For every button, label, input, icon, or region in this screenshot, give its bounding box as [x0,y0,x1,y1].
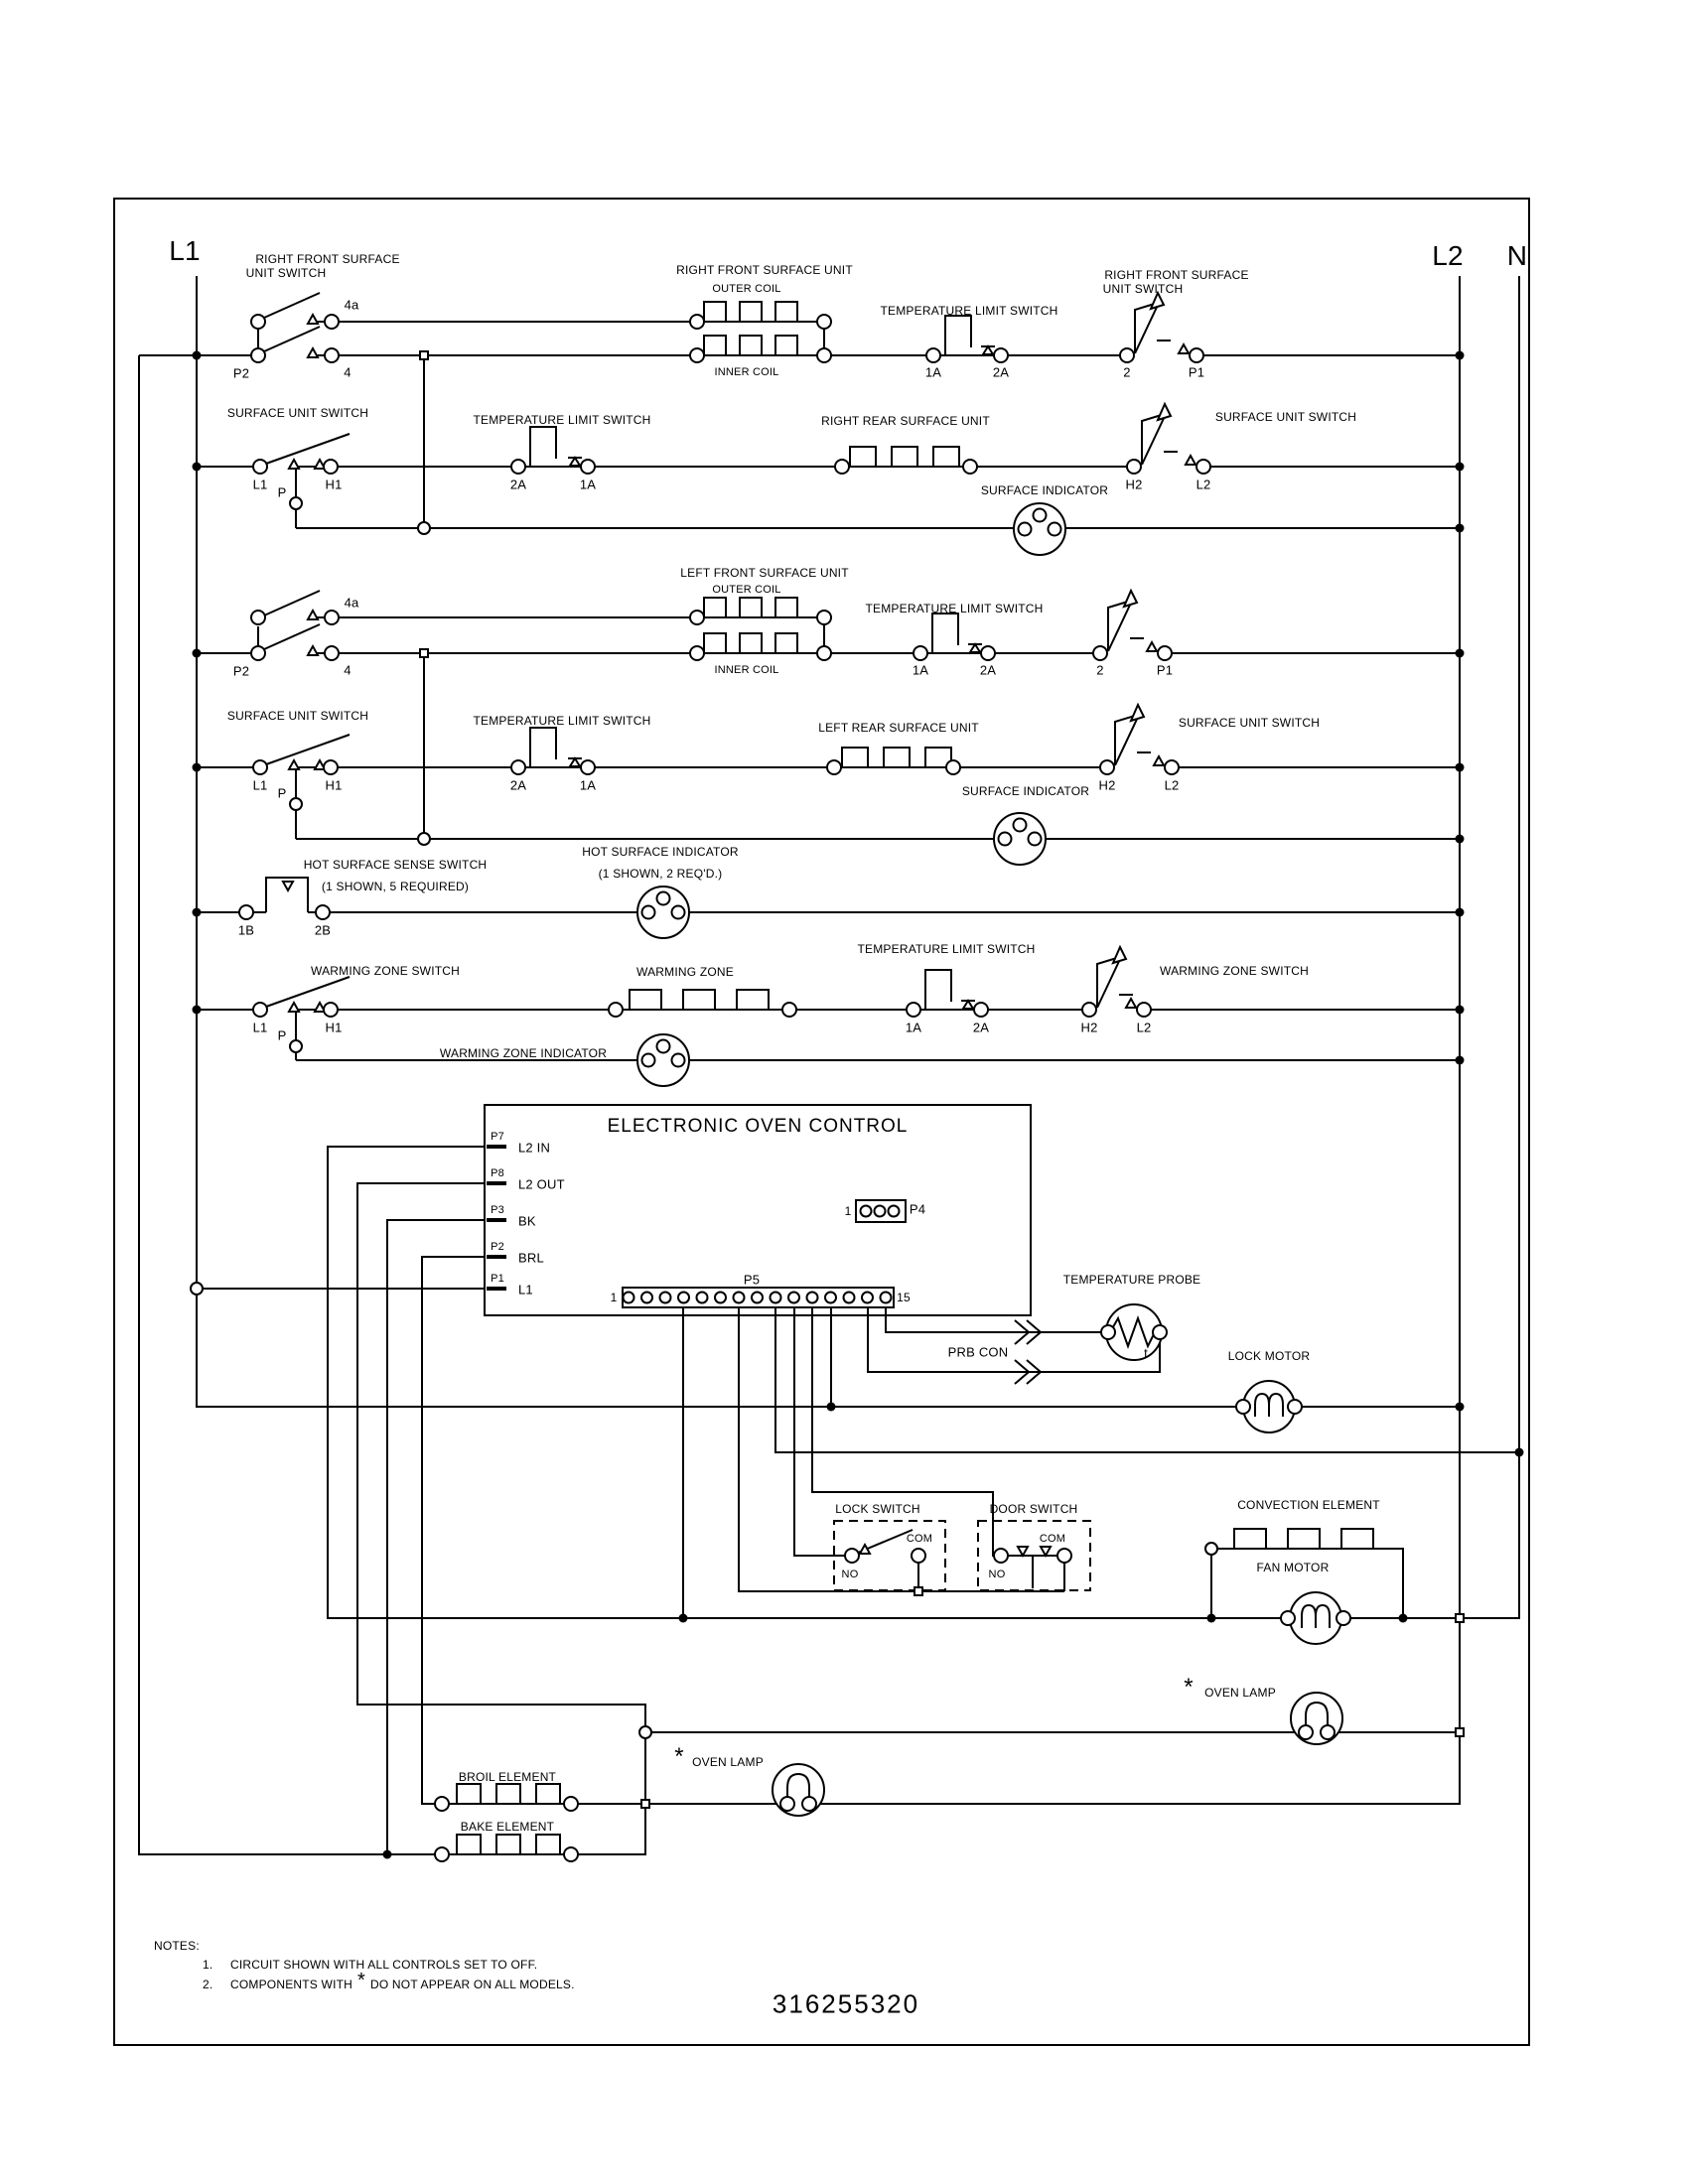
r4-terminal-h2: H2 [1098,777,1116,793]
r3-terminal-2a: 2A [979,662,997,678]
r4-terminal-h1: H1 [325,777,343,793]
r4-unit-label: LEFT REAR SURFACE UNIT [818,721,979,735]
r6-indicator-label: WARMING ZONE INDICATOR [439,1046,608,1060]
r2-indicator-label: SURFACE INDICATOR [980,483,1109,497]
r5-sense-switch-label-2: (1 SHOWN, 5 REQUIRED) [321,880,470,893]
r4-terminal-1a: 1A [579,777,597,793]
r4-terminal-2a: 2A [509,777,527,793]
r1-terminal-2a: 2A [992,364,1010,380]
eoc-terminal-p8-name: L2 OUT [518,1176,565,1192]
door-switch-no-label: NO [988,1569,1006,1580]
note2-text [230,1970,575,1991]
r1-unit-label: RIGHT FRONT SURFACE UNIT [676,263,853,277]
note1-text: CIRCUIT SHOWN WITH ALL CONTROLS SET TO OFF. [230,1958,538,1972]
r2-right-switch-label: SURFACE UNIT SWITCH [1214,410,1357,424]
r3-temp-limit-label: TEMPERATURE LIMIT SWITCH [865,602,1044,615]
r3-terminal-p1: P1 [1156,662,1174,678]
bake-element-label: BAKE ELEMENT [460,1820,555,1834]
r6-right-switch-label: WARMING ZONE SWITCH [1159,964,1310,978]
r3-unit-label: LEFT FRONT SURFACE UNIT [680,566,849,580]
eoc-terminal-p8: P8 [491,1167,504,1179]
r4-temp-limit-label: TEMPERATURE LIMIT SWITCH [473,714,651,728]
r1-terminal-4a: 4a [344,297,359,313]
lock-switch-com-label: COM [906,1533,933,1545]
temperature-probe-label: TEMPERATURE PROBE [1062,1273,1201,1287]
part-number: 316255320 [772,1988,920,2019]
convection-element-label: CONVECTION ELEMENT [1237,1498,1380,1512]
r2-temp-limit-label: TEMPERATURE LIMIT SWITCH [473,413,651,427]
r4-right-switch-label: SURFACE UNIT SWITCH [1178,716,1321,730]
r6-terminal-l2: L2 [1136,1020,1152,1035]
rail-l1-label: L1 [169,235,201,266]
r1-terminal-2: 2 [1123,364,1131,380]
eoc-p4-pin1-label: 1 [844,1204,852,1218]
r2-switch-label: SURFACE UNIT SWITCH [226,406,369,420]
r2-terminal-l2: L2 [1196,477,1211,492]
lock-switch-no-label: NO [841,1569,859,1580]
right-oven-lamp-label: OVEN LAMP [1204,1686,1276,1700]
r4-indicator-label: SURFACE INDICATOR [961,784,1090,798]
r1-right-switch-label-2: UNIT SWITCH [1102,282,1184,296]
r3-terminal-1a: 1A [912,662,929,678]
r3-outer-coil-label: OUTER COIL [712,584,781,596]
rail-n-label: N [1506,240,1528,271]
eoc-title: ELECTRONIC OVEN CONTROL [607,1116,909,1137]
r2-terminal-h2: H2 [1125,477,1143,492]
r6-terminal-l1: L1 [252,1020,268,1035]
lock-switch-label: LOCK SWITCH [835,1502,920,1516]
eoc-terminal-p7: P7 [491,1131,504,1143]
r2-unit-label: RIGHT REAR SURFACE UNIT [821,414,990,428]
r3-terminal-p2: P2 [232,663,250,679]
eoc-terminal-p3: P3 [491,1204,504,1216]
lock-motor-label: LOCK MOTOR [1227,1349,1311,1363]
r5-terminal-2b: 2B [314,922,332,938]
r6-terminal-h2: H2 [1080,1020,1098,1035]
r6-zone-label: WARMING ZONE [636,965,734,979]
note2-number: 2. [203,1978,213,1991]
r6-terminal-p: P [277,1027,287,1043]
prb-con-label: PRB CON [947,1344,1009,1360]
center-oven-lamp-label: OVEN LAMP [692,1755,764,1769]
note2-text-pre: COMPONENTS WITH [230,1978,352,1991]
r1-switch-label-2: UNIT SWITCH [245,266,327,280]
r1-switch-label-1: RIGHT FRONT SURFACE [255,252,400,266]
r1-temp-limit-label: TEMPERATURE LIMIT SWITCH [880,304,1058,318]
r1-terminal-p1: P1 [1188,364,1205,380]
r4-terminal-l2: L2 [1164,777,1180,793]
r6-terminal-1a: 1A [905,1020,922,1035]
broil-element-label: BROIL ELEMENT [458,1770,557,1784]
door-switch-com-label: COM [1039,1533,1066,1545]
eoc-p4-label: P4 [909,1201,926,1217]
rail-l2-label: L2 [1432,240,1464,271]
fan-motor-label: FAN MOTOR [1256,1561,1330,1574]
r6-switch-label: WARMING ZONE SWITCH [310,964,461,978]
r5-terminal-1b: 1B [237,922,255,938]
r1-inner-coil-label: INNER COIL [714,366,779,378]
eoc-terminal-p1-name: L1 [518,1282,533,1297]
r5-sense-switch-label-1: HOT SURFACE SENSE SWITCH [303,858,488,872]
r3-terminal-4a: 4a [344,595,359,611]
r2-terminal-h1: H1 [325,477,343,492]
eoc-terminal-p1: P1 [491,1273,504,1285]
r1-terminal-p2: P2 [232,365,250,381]
r3-terminal-4: 4 [344,662,352,678]
note1-number: 1. [203,1958,213,1972]
r2-terminal-p: P [277,484,287,500]
r6-terminal-h1: H1 [325,1020,343,1035]
r6-terminal-2a: 2A [972,1020,990,1035]
r2-terminal-2a: 2A [509,477,527,492]
r4-terminal-l1: L1 [252,777,268,793]
r1-terminal-1a: 1A [924,364,942,380]
note2-text-post: DO NOT APPEAR ON ALL MODELS. [369,1978,575,1991]
notes-header: NOTES: [154,1939,200,1953]
door-switch-label: DOOR SWITCH [989,1502,1078,1516]
r1-terminal-4: 4 [344,364,352,380]
eoc-p5-pin15-label: 15 [897,1291,911,1304]
r4-terminal-p: P [277,785,287,801]
r4-switch-label: SURFACE UNIT SWITCH [226,709,369,723]
eoc-terminal-p2-name: BRL [518,1250,544,1266]
r1-right-switch-label-1: RIGHT FRONT SURFACE [1104,268,1249,282]
right-oven-lamp-asterisk: * [1184,1674,1194,1701]
r2-terminal-l1: L1 [252,477,268,492]
r3-inner-coil-label: INNER COIL [714,664,779,676]
r6-temp-limit-label: TEMPERATURE LIMIT SWITCH [857,942,1036,956]
r5-indicator-label-2: (1 SHOWN, 2 REQ'D.) [598,867,723,881]
eoc-p5-pin1-label: 1 [610,1291,618,1304]
r5-indicator-label-1: HOT SURFACE INDICATOR [582,845,739,859]
eoc-terminal-p2: P2 [491,1241,504,1253]
eoc-terminal-p3-name: BK [518,1213,536,1229]
eoc-p5-label: P5 [743,1272,761,1288]
eoc-terminal-p7-name: L2 IN [518,1140,551,1156]
r2-terminal-1a: 1A [579,477,597,492]
note2-asterisk: * [357,1970,365,1991]
probe-t-label: t [1144,1345,1148,1361]
center-oven-lamp-asterisk: * [674,1743,684,1770]
r3-terminal-2: 2 [1096,662,1104,678]
r1-outer-coil-label: OUTER COIL [712,283,781,295]
